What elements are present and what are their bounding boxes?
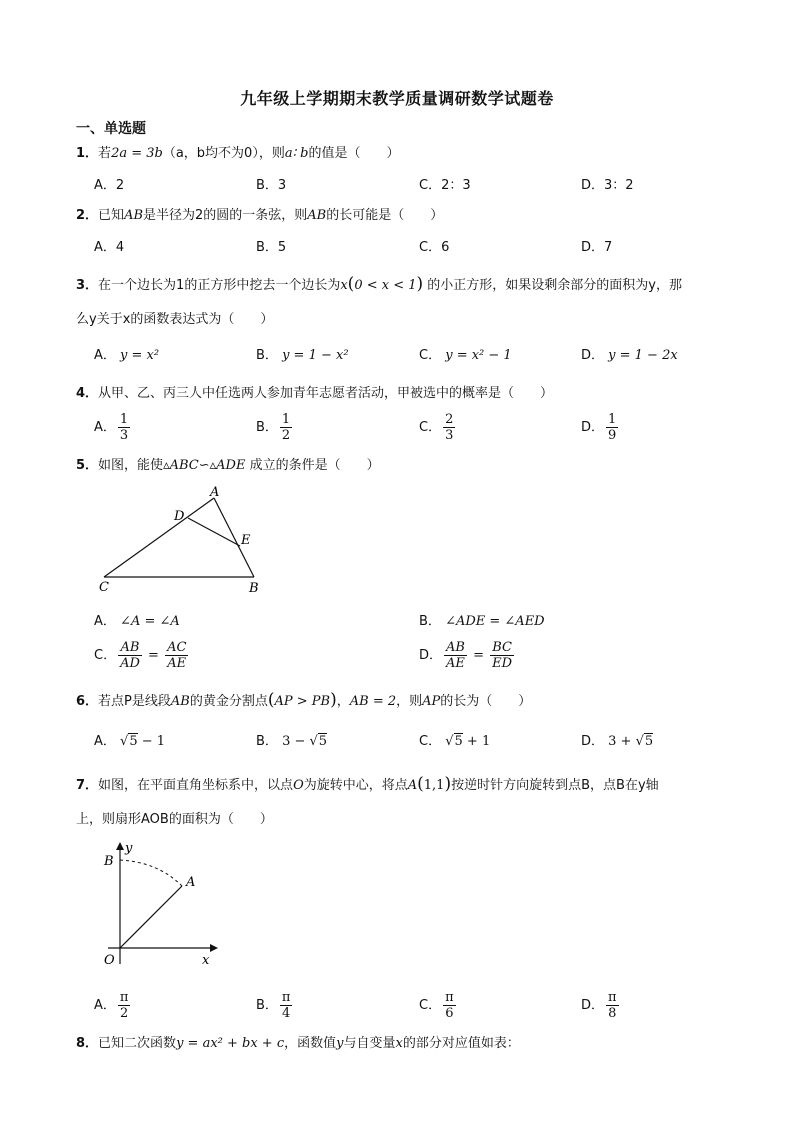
fraction: $\frac{2}{3}$ [445,412,454,443]
page-title: 九年级上学期期末教学质量调研数学试题卷 [240,89,554,108]
question-5 [76,456,380,476]
math-expression: y [336,1036,344,1051]
fraction: $\frac{1}{3}$ [119,412,129,443]
question-text: 的部分对应值如表： [402,1036,520,1051]
fraction: $\frac{\pi}{2}$ [119,990,129,1021]
option-a[interactable] [94,412,132,443]
question-number: 5． [76,458,99,473]
option-a[interactable]: A． √5 − 1 [94,734,166,749]
fraction: $\frac{AB}{AD}$ [120,640,140,671]
option-label: B． [256,734,278,749]
question-8 [76,1034,520,1054]
option-label: D． [419,648,443,663]
option-b[interactable] [419,612,545,632]
option-label: C． [94,648,117,663]
math-expression: AB [170,694,190,709]
option-c[interactable]: C．6 [419,240,450,255]
question-7: 7．如图，在平面直角坐标系中，以点O为旋转中心，将点A(1,1)按逆时针方向旋转到点B，点B在y轴 [76,774,659,794]
question-text: 若点P是线段 [98,694,171,709]
option-b[interactable] [256,990,294,1021]
fraction: $\frac{AC}{AE}$ [167,640,187,671]
question-1 [76,144,399,164]
question-text: 在一个边长为1的正方形中挖去一个边长为 [98,278,341,293]
question-text: 从甲、乙、丙三人中任选两人参加青年志愿者活动，甲被选中的概率是（ ） [98,386,554,401]
option-label: B． [419,614,441,629]
math-expression: AB = 2 [349,694,397,709]
point-label-d: D [174,509,185,524]
math-expression: AP > PB [274,694,331,709]
option-d[interactable]: D．7 [581,240,613,255]
question-6: 6．若点P是线段AB的黄金分割点(AP > PB)，AB = 2，则AP的长为（ ） [76,690,532,710]
question-text: 的长为（ ） [440,694,532,709]
option-c[interactable]: C．2：3 [419,178,471,193]
math-expression: 0 < x < 1 [354,278,417,293]
option-b[interactable]: B．3 [256,178,287,193]
question-number: 3． [76,278,99,293]
fraction: $\frac{1}{9}$ [608,412,617,443]
question-text: ，则 [396,694,423,709]
question-number: 2． [76,208,99,223]
math-expression: ∠ADE = ∠AED [445,614,545,629]
radicand: 5 [129,734,138,749]
question-text: （a，b均不为0），则 [162,146,285,161]
question-number: 1． [76,146,99,161]
option-a[interactable] [94,346,159,366]
math-expression: ∠A = ∠A [120,614,180,629]
math-expression: 2a = 3b [111,146,163,161]
math-expression: AP [422,694,441,709]
radicand: 5 [454,734,463,749]
question-7-line-2: 上，则扇形AOB的面积为（ ） [76,812,273,827]
point-label-a: A [186,875,196,890]
question-text: ， [336,694,350,709]
option-c[interactable]: C． $\frac{AB}{AD}$ = $\frac{AC}{AE}$ [94,640,187,671]
radicand: 5 [644,734,654,749]
math-expression: ▵ABC∽▵ADE [163,458,246,473]
option-label: A． [94,420,116,435]
option-d[interactable]: D． $\frac{AB}{AE}$ = $\frac{BC}{ED}$ [419,640,513,671]
point-label-e: E [241,533,251,548]
question-text: 为旋转中心，将点 [303,778,408,793]
question-text: 的黄金分割点 [189,694,268,709]
option-a[interactable] [94,612,180,632]
question-3-line-2: 么y关于x的函数表达式为（ ） [76,312,274,327]
fraction: $\frac{\pi}{4}$ [281,990,291,1021]
option-label: B． [256,348,278,363]
option-d[interactable] [581,346,678,366]
question-2 [76,206,443,226]
option-label: A． [94,998,116,1013]
option-a[interactable]: A．2 [94,178,125,193]
question-text: 如图，在平面直角坐标系中，以点 [98,778,294,793]
section-heading: 一、单选题 [76,121,146,137]
point-label-c: C [99,580,109,595]
question-text: 若 [98,146,112,161]
option-c[interactable] [419,412,457,443]
option-label: C． [419,734,442,749]
question-text: 的长可能是（ ） [326,208,444,223]
option-label: D． [581,420,605,435]
question-number: 4． [76,386,99,401]
question-number: 7． [76,778,99,793]
question-4 [76,384,553,404]
option-label: C． [419,998,442,1013]
option-d[interactable]: D．3：2 [581,178,634,193]
option-c[interactable] [419,990,458,1021]
math-expression: y = ax² + bx + c [176,1036,285,1051]
question-text: 是半径为2的圆的一条弦，则 [143,208,308,223]
question-text: 与自变量 [343,1036,396,1051]
question-text: 的值是（ ） [308,146,400,161]
fraction: $\frac{1}{2}$ [281,412,291,443]
option-b[interactable] [256,412,294,443]
math-expression: a∶ b [284,146,309,161]
option-label: D． [581,348,605,363]
question-text: 已知二次函数 [98,1036,177,1051]
question-text: 按逆时针方向旋转到点B，点B在y轴 [451,778,659,793]
radicand: 5 [318,734,328,749]
math-expression: AB [124,208,144,223]
question-number: 6． [76,694,99,709]
question-3: 3．在一个边长为1的正方形中挖去一个边长为x(0 < x < 1) 的小正方形，如果设剩余部分的面积为y，那 [76,274,682,294]
math-expression: x [340,278,348,293]
origin-label: O [104,953,115,968]
math-expression: y = 1 − x² [282,348,349,363]
option-label: A． [94,348,116,363]
fraction: $\frac{\pi}{6}$ [445,990,454,1021]
math-expression: x [395,1036,403,1051]
option-c[interactable] [419,346,512,366]
option-b[interactable]: B． 3 − √5 [256,734,328,749]
math-expression: 1,1 [423,778,445,793]
option-label: A． [94,614,116,629]
question-text: 成立的条件是（ ） [249,458,380,473]
option-label: D． [581,734,605,749]
option-d[interactable] [581,990,621,1021]
option-label: B． [256,420,278,435]
option-label: C． [419,348,442,363]
question-text: 已知 [98,208,125,223]
option-a[interactable]: A．4 [94,240,125,255]
question-text: 如图，能使 [98,458,164,473]
option-d[interactable]: D． 3 + √5 [581,734,654,749]
option-b[interactable] [256,346,349,366]
option-label: C． [419,420,442,435]
axis-label-y: y [125,841,133,856]
axis-label-x: x [202,953,210,968]
fraction: $\frac{BC}{ED}$ [492,640,513,671]
option-label: D． [581,998,605,1013]
math-expression: O [293,778,304,793]
option-d[interactable] [581,412,620,443]
math-expression: y = x² − 1 [445,348,512,363]
question-number: 8． [76,1036,99,1051]
coordinate-figure [94,840,234,975]
math-expression: A [407,778,418,793]
option-b[interactable]: B．5 [256,240,287,255]
fraction: $\frac{AB}{AE}$ [446,640,465,671]
point-label-a: A [210,485,220,500]
math-expression: AB [307,208,327,223]
option-label: A． [94,734,116,749]
option-a[interactable] [94,990,132,1021]
option-label: B． [256,998,278,1013]
triangle-figure [90,484,280,599]
point-label-b: B [249,581,259,596]
question-text: 的小正方形，如果设剩余部分的面积为y，那 [427,278,682,293]
question-text: ，函数值 [284,1036,337,1051]
math-expression: y = 1 − 2x [608,348,678,363]
math-expression: y = x² [120,348,160,363]
fraction: $\frac{\pi}{8}$ [608,990,617,1021]
option-c[interactable]: C． √5 + 1 [419,734,491,749]
point-label-b: B [104,854,114,869]
